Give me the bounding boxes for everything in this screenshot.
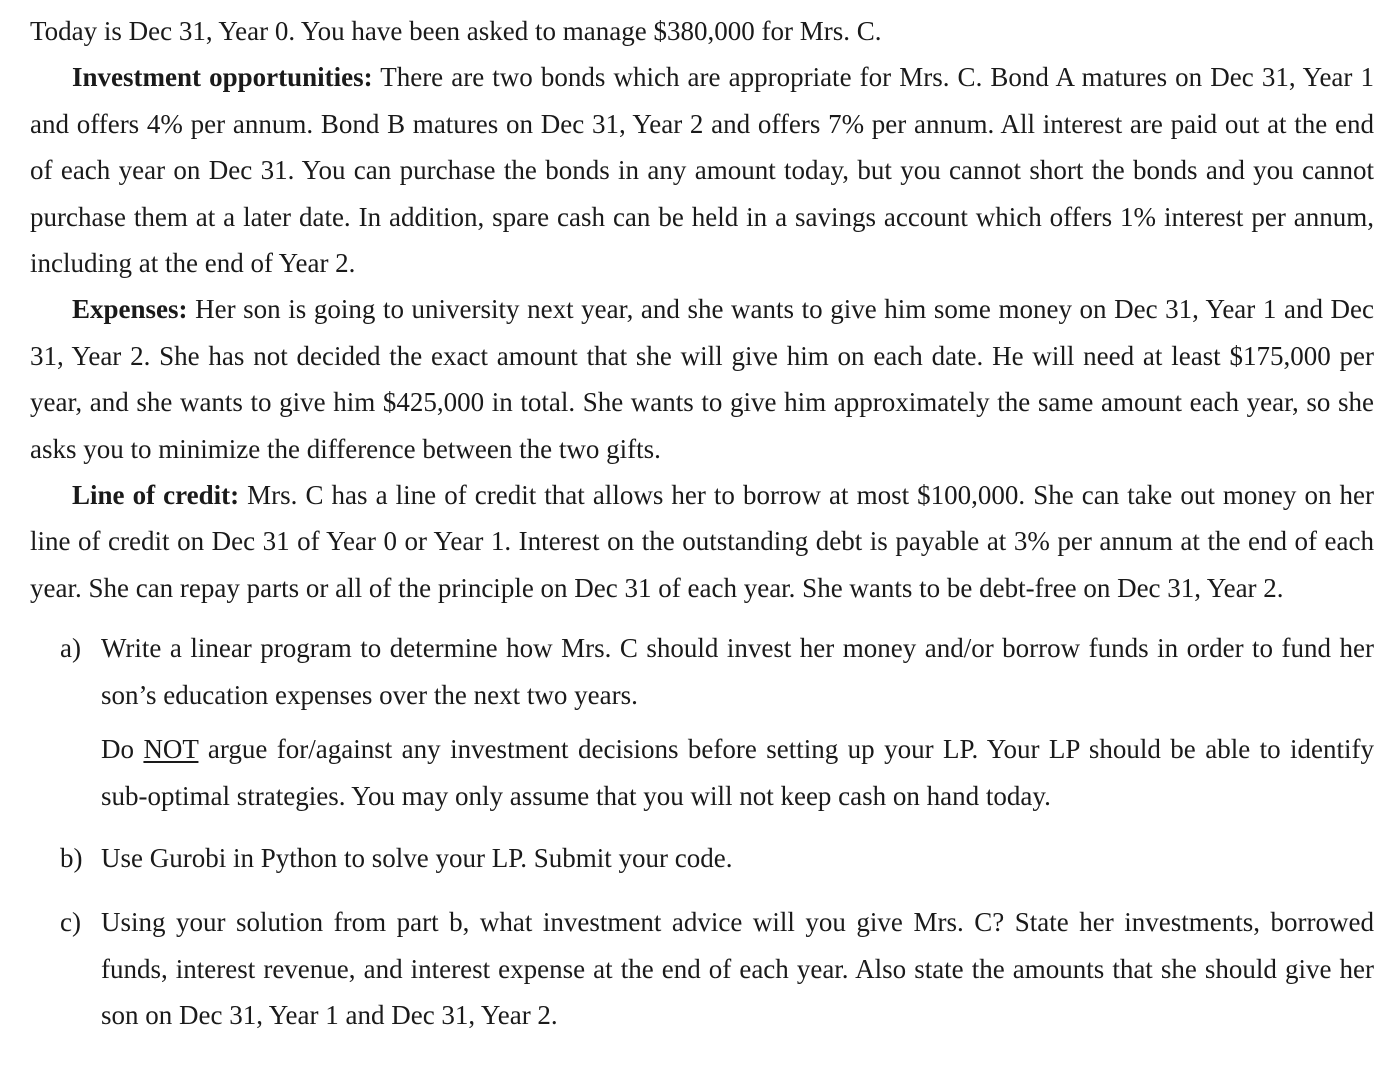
investment-paragraph [30,54,1374,286]
expenses-heading: Expenses: [72,294,188,325]
expenses-body: Her son is going to university next year, and she wants to give him some money on Dec 31, Year 1 and Dec 31, Year 2. She has not decided the exact amount that she will give him on each date. He will need at least $175,000 per year, and she wants to give him $425,000 in total. She wants to give him approximately the same amount each year, so she asks you to minimize the difference between the two gifts. [30,294,1374,464]
question-a [30,625,1374,819]
investment-heading: Investment opportunities: [72,62,373,93]
question-list [30,625,1374,1038]
question-a-note-emphasis: NOT [143,734,199,765]
question-a-note-pre: Do [101,734,144,765]
question-a-note-post: argue for/against any investment decisions before setting up your LP. Your LP should be able to identify sub-optimal strategies. You may only assume that you will not keep cash on hand today. [101,734,1375,811]
credit-heading: Line of credit: [72,480,240,511]
intro-paragraph: Today is Dec 31, Year 0. You have been asked to manage $380,000 for Mrs. C. [30,16,882,46]
question-c-label: c) [60,907,81,938]
credit-paragraph [30,472,1374,611]
expenses-paragraph [30,286,1374,472]
question-b-text: Use Gurobi in Python to solve your LP. Submit your code. [101,842,733,873]
question-a-text: Write a linear program to determine how Mrs. C should invest her money and/or borrow funds in order to fund her son’s education expenses over the next two years. [101,633,1374,710]
question-b [30,835,1374,881]
question-c [30,899,1374,1038]
question-b-label: b) [60,842,83,873]
question-a-label: a) [60,633,81,664]
question-a-note [101,726,1374,819]
investment-body: There are two bonds which are appropriate for Mrs. C. Bond A matures on Dec 31, Year 1 and offers 4% per annum. Bond B matures on Dec 31, Year 2 and offers 7% per annum. All interest are paid out at the end of each year on Dec 31. You can purchase the bonds in any amount today, but you cannot short the bonds and you cannot purchase them at a later date. In addition, spare cash can be held in a savings account which offers 1% interest per annum, including at the end of Year 2. [30,62,1374,279]
question-c-text: Using your solution from part b, what investment advice will you give Mrs. C? State her investments, borrowed funds, interest revenue, and interest expense at the end of each year. Also state the amounts that she should give her son on Dec 31, Year 1 and Dec 31, Year 2. [101,907,1374,1031]
credit-body: Mrs. C has a line of credit that allows her to borrow at most $100,000. She can take out money on her line of credit on Dec 31 of Year 0 or Year 1. Interest on the outstanding debt is payable at 3% per annum at the end of each year. She can repay parts or all of the principle on Dec 31 of each year. She wants to be debt-free on Dec 31, Year 2. [30,480,1374,603]
